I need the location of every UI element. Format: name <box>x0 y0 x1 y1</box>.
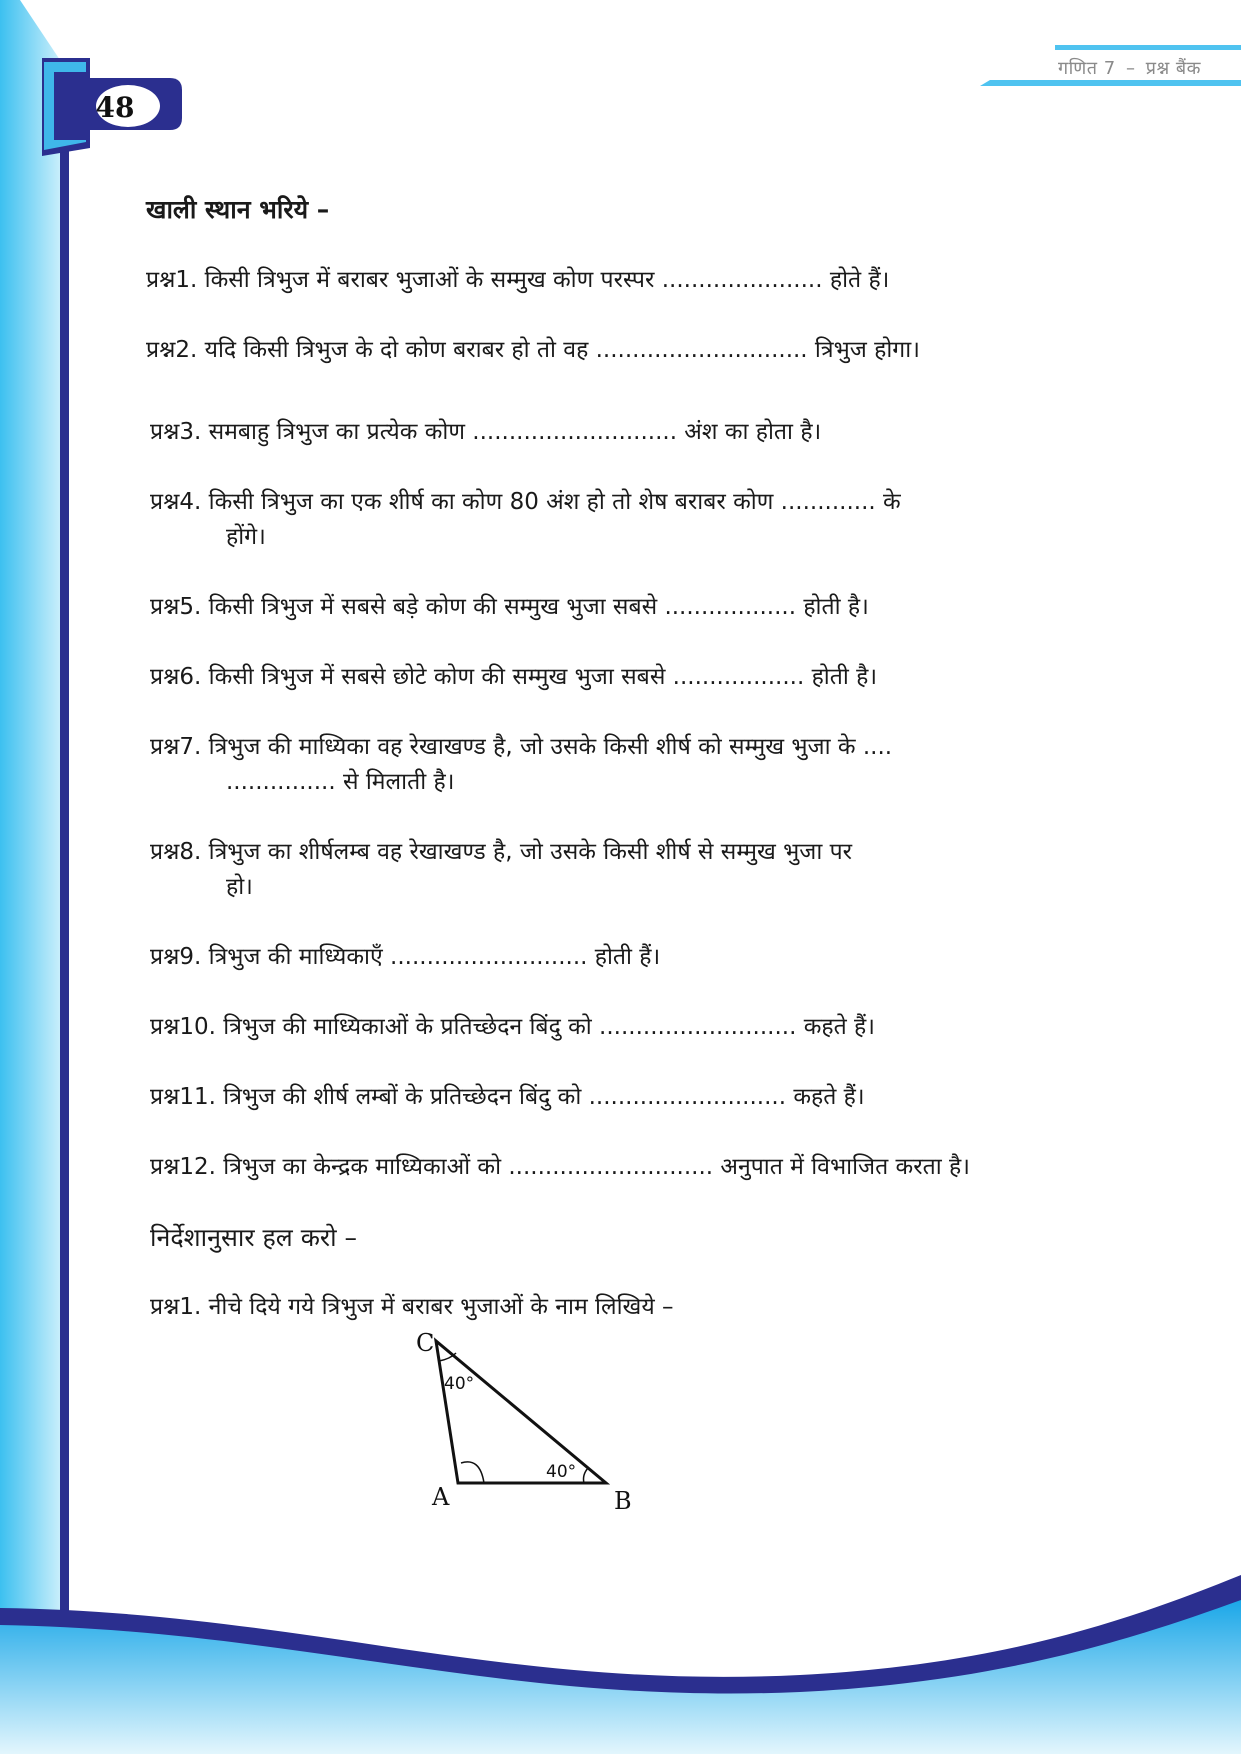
question-number: प्रश्न1. <box>146 267 198 293</box>
question-item <box>150 590 869 625</box>
question-text: यदि किसी त्रिभुज के दो कोण बराबर हो तो वह ............................. त्रिभुज होगा। <box>204 337 920 363</box>
angle-label-b: 40° <box>546 1462 577 1482</box>
page-number: 48 <box>95 90 135 124</box>
question-item <box>150 940 660 975</box>
question-item <box>150 485 901 555</box>
question-text: किसी त्रिभुज में बराबर भुजाओं के सम्मुख कोण परस्पर ...................... होते हैं। <box>204 267 890 293</box>
question-number: प्रश्न8. <box>150 839 202 865</box>
section-title-fill-blanks: खाली स्थान भरिये – <box>146 195 330 224</box>
question-item <box>150 1010 875 1045</box>
angle-label-c: 40° <box>444 1374 475 1394</box>
header-subject: गणित 7 <box>1057 58 1116 79</box>
running-header <box>1058 56 1201 80</box>
question-item <box>146 263 889 298</box>
question-number: प्रश्न11. <box>150 1084 216 1110</box>
question-text: त्रिभुज की माध्यिका वह रेखाखण्ड है, जो उसके किसी शीर्ष को सम्मुख भुजा के .... <box>208 734 893 760</box>
question-number: प्रश्न1. <box>150 1294 202 1320</box>
question-text: त्रिभुज का केन्द्रक माध्यिकाओं को ............................ अनुपात में विभाजित करता है। <box>223 1154 970 1180</box>
question-text: नीचे दिये गये त्रिभुज में बराबर भुजाओं के नाम लिखिये – <box>208 1294 674 1320</box>
question-number: प्रश्न3. <box>150 419 202 445</box>
vertex-label-c: C <box>416 1329 435 1357</box>
question-continuation: ............... से मिलाती है। <box>226 769 455 795</box>
question-number: प्रश्न2. <box>146 337 198 363</box>
question-item <box>150 1080 865 1115</box>
question-number: प्रश्न9. <box>150 944 202 970</box>
question-item <box>150 1290 674 1325</box>
triangle-abc <box>436 1341 606 1483</box>
angle-arc-b <box>584 1468 589 1483</box>
question-text: त्रिभुज की माध्यिकाएँ ........................... होती हैं। <box>208 944 661 970</box>
triangle-figure <box>410 1325 660 1525</box>
question-text: किसी त्रिभुज में सबसे छोटे कोण की सम्मुख भुजा सबसे .................. होती है। <box>208 664 878 690</box>
vertex-label-b: B <box>614 1487 632 1515</box>
angle-arc-a <box>461 1462 484 1483</box>
question-number: प्रश्न5. <box>150 594 202 620</box>
question-text: किसी त्रिभुज में सबसे बड़े कोण की सम्मुख भुजा सबसे .................. होती है। <box>208 594 869 620</box>
question-continuation: होंगे। <box>226 524 266 550</box>
question-number: प्रश्न4. <box>150 489 202 515</box>
question-item <box>150 660 877 695</box>
question-number: प्रश्न12. <box>150 1154 216 1180</box>
vertex-label-a: A <box>432 1483 450 1511</box>
question-number: प्रश्न7. <box>150 734 202 760</box>
question-number: प्रश्न10. <box>150 1014 216 1040</box>
question-text: किसी त्रिभुज का एक शीर्ष का कोण 80 अंश हो तो शेष बराबर कोण ............. के <box>208 489 901 515</box>
question-text: त्रिभुज की शीर्ष लम्बों के प्रतिच्छेदन बिंदु को ........................... कहते हैं। <box>223 1084 865 1110</box>
section-title-solve: निर्देशानुसार हल करो – <box>150 1223 358 1252</box>
question-item <box>146 333 920 368</box>
question-continuation: हो। <box>226 874 253 900</box>
question-text: त्रिभुज का शीर्षलम्ब वह रेखाखण्ड है, जो उसके किसी शीर्ष से सम्मुख भुजा पर <box>208 839 853 865</box>
question-item <box>150 415 821 450</box>
header-book: प्रश्न बैंक <box>1145 58 1201 79</box>
header-separator: – <box>1125 58 1136 79</box>
question-text: त्रिभुज की माध्यिकाओं के प्रतिच्छेदन बिंदु को ........................... कहते हैं। <box>223 1014 875 1040</box>
question-item <box>150 730 892 800</box>
question-text: समबाहु त्रिभुज का प्रत्येक कोण ............................ अंश का होता है। <box>208 419 822 445</box>
question-item <box>150 835 852 905</box>
question-item <box>150 1150 970 1185</box>
question-number: प्रश्न6. <box>150 664 202 690</box>
